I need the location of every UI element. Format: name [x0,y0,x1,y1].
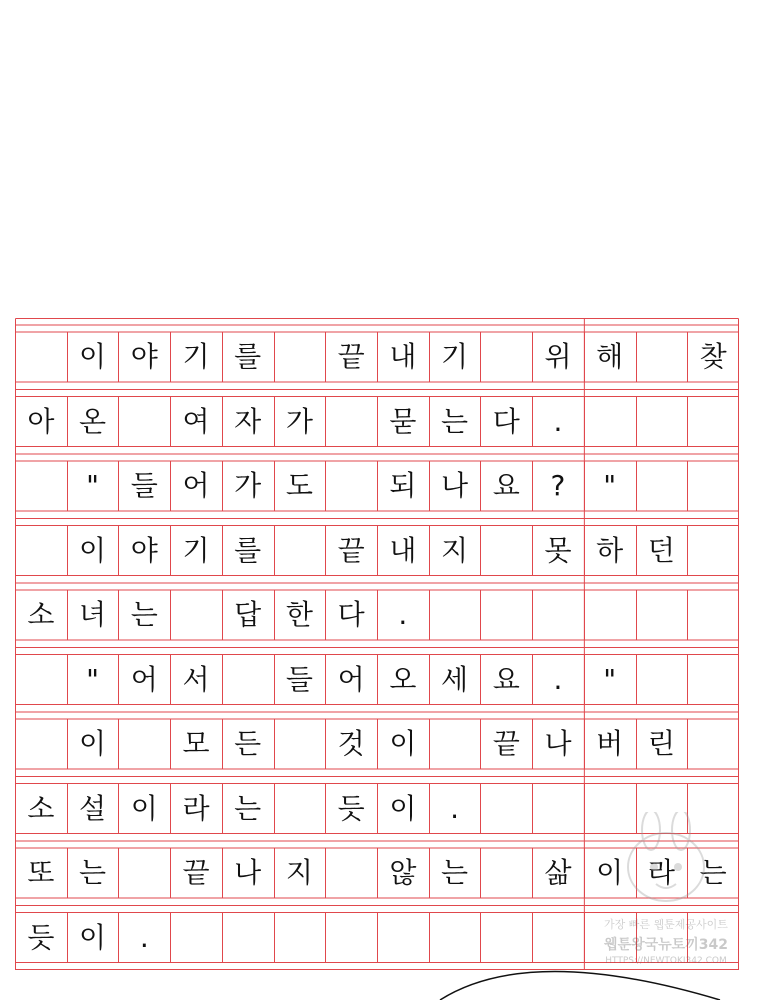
manuscript-cell: 도 [285,469,313,502]
manuscript-cell: 요 [492,469,520,502]
manuscript-cell [170,913,222,963]
manuscript-cell [274,913,326,963]
manuscript-cell: 를 [234,533,262,567]
manuscript-cell [687,655,739,705]
manuscript-cell [222,655,274,705]
manuscript-cell [636,655,688,705]
watermark-url: HTTPS://NEWTOKI342.COM [605,956,727,966]
manuscript-cell: 내 [389,340,417,373]
manuscript-cell: 또 [27,856,55,889]
manuscript-cell: 는 [79,856,107,889]
manuscript-cell [429,719,481,769]
manuscript-cell: 다 [337,598,365,631]
manuscript-cell: 소 [27,791,55,825]
manuscript-cell: 던 [647,533,675,567]
manuscript-cell: 이 [79,920,107,954]
manuscript-cell: 오 [389,662,417,696]
manuscript-cell [480,784,532,834]
manuscript-cell: 라 [647,856,675,889]
manuscript-cell [636,397,688,447]
manuscript-cell: 요 [492,662,520,696]
manuscript-cell: 듯 [27,920,55,954]
manuscript-cell: 이 [130,791,158,825]
watermark-tagline: 가장 빠른 웹툰제공사이트 [604,918,728,931]
manuscript-cell: 여 [182,404,210,438]
manuscript-cell [480,332,532,382]
manuscript-cell: 이 [389,791,417,825]
manuscript-cell: 묻 [389,404,417,438]
manuscript-cell: 하 [596,533,624,567]
manuscript-cell [480,848,532,898]
manuscript-cell [584,590,636,640]
manuscript-cell: " [603,469,617,502]
manuscript-cell: 설 [79,791,107,825]
manuscript-cell: 는 [130,598,158,631]
manuscript-cell: 삶 [544,856,572,889]
manuscript-cell [636,332,688,382]
manuscript-cell: 나 [441,469,469,502]
manuscript-cell: 기 [182,533,210,567]
manuscript-cell [15,526,67,576]
manuscript-cell: 온 [79,404,107,438]
manuscript-cell [687,719,739,769]
manuscript-cell: 자 [234,404,262,438]
manuscript-cell [325,397,377,447]
manuscript-cell: 를 [234,340,262,373]
manuscript-cell [15,461,67,511]
manuscript-cell: 들 [130,469,158,502]
manuscript-cell: 라 [182,791,210,825]
speech-bubble-edge [430,948,730,1000]
manuscript-cell: 지 [285,856,313,889]
manuscript-cell: 는 [441,404,469,438]
manuscript-cell [480,590,532,640]
watermark-site-name: 웹툰왕국뉴토끼342 [604,937,728,953]
manuscript-cell [274,332,326,382]
manuscript-cell [170,590,222,640]
manuscript-cell: 위 [544,340,572,373]
manuscript-cell: 내 [389,533,417,567]
manuscript-cell: 것 [337,727,365,760]
manuscript-cell: 이 [596,856,624,889]
manuscript-cell [274,784,326,834]
manuscript-cell [118,848,170,898]
manuscript-cell: 들 [285,662,313,696]
manuscript-cell: 든 [234,727,262,760]
manuscript-cell [274,719,326,769]
manuscript-cell [687,590,739,640]
manuscript-cell: 지 [441,533,469,567]
manuscript-cell: " [86,662,99,696]
manuscript-cell: " [603,662,617,696]
manuscript-cell: 가 [285,404,313,438]
manuscript-cell: 는 [699,856,727,889]
manuscript-cell [636,461,688,511]
manuscript-cell: 답 [234,598,262,631]
manuscript-cell: 끝 [337,340,365,373]
manuscript-cell: 이 [389,727,417,760]
manuscript-cell [118,719,170,769]
manuscript-cell [584,397,636,447]
manuscript-cell [687,461,739,511]
manuscript-cell: ? [550,469,566,502]
manuscript-cell: 어 [337,662,365,696]
manuscript-cell [118,397,170,447]
manuscript-cell: . [553,404,563,438]
manuscript-cell: 나 [234,856,262,889]
manuscript-cell [325,848,377,898]
manuscript-cell [274,526,326,576]
manuscript-cell: 어 [130,662,158,696]
manuscript-cell [15,719,67,769]
manuscript-cell: 되 [389,469,417,502]
manuscript-cell: " [86,469,99,502]
manuscript-cell: 한 [285,598,313,631]
manuscript-cell: 버 [596,727,624,760]
manuscript-cell: 찾 [699,340,727,373]
manuscript-cell [15,332,67,382]
manuscript-cell: 않 [389,856,417,889]
manuscript-cell [325,461,377,511]
manuscript-cell [687,397,739,447]
manuscript-cell: 기 [182,340,210,373]
manuscript-cell: 어 [182,469,210,502]
manuscript-cell: . [450,791,459,825]
manuscript-cell: . [398,598,408,631]
manuscript-cell: 야 [130,340,158,373]
manuscript-cell: 해 [596,340,624,373]
manuscript-cell: 야 [130,533,158,567]
manuscript-cell: 녀 [79,598,107,631]
manuscript-cell [480,526,532,576]
mascot-icon [596,812,736,922]
manuscript-cell: 기 [441,340,469,373]
manuscript-cell: 끝 [182,856,210,889]
manuscript-cell [532,590,584,640]
manuscript-cell [429,590,481,640]
manuscript-cell: 서 [182,662,210,696]
manuscript-cell: 끝 [337,533,365,567]
manuscript-cell: 다 [492,404,520,438]
manuscript-cell: 가 [234,469,262,502]
manuscript-cell: 소 [27,598,55,631]
manuscript-cell: 아 [27,404,55,438]
manuscript-cell [687,526,739,576]
manuscript-cell: 듯 [337,791,365,825]
manuscript-cell: . [553,662,563,696]
manuscript-cell [377,913,429,963]
manuscript-cell: 이 [79,727,107,760]
manuscript-cell: 는 [441,856,469,889]
manuscript-cell: 는 [234,791,262,825]
manuscript-cell: 이 [79,340,107,373]
manuscript-cell [636,590,688,640]
manuscript-cell: 이 [79,533,107,567]
manuscript-cell [532,784,584,834]
manuscript-cell: 못 [544,533,572,567]
manuscript-cell: 나 [544,727,572,760]
manuscript-cell [325,913,377,963]
manuscript-cell: 린 [647,727,675,760]
manuscript-cell: 끝 [492,727,520,760]
manuscript-cell [222,913,274,963]
manuscript-cell: 세 [441,662,469,696]
manuscript-cell [15,655,67,705]
manuscript-cell: . [139,920,149,954]
manuscript-cell: 모 [182,727,210,760]
